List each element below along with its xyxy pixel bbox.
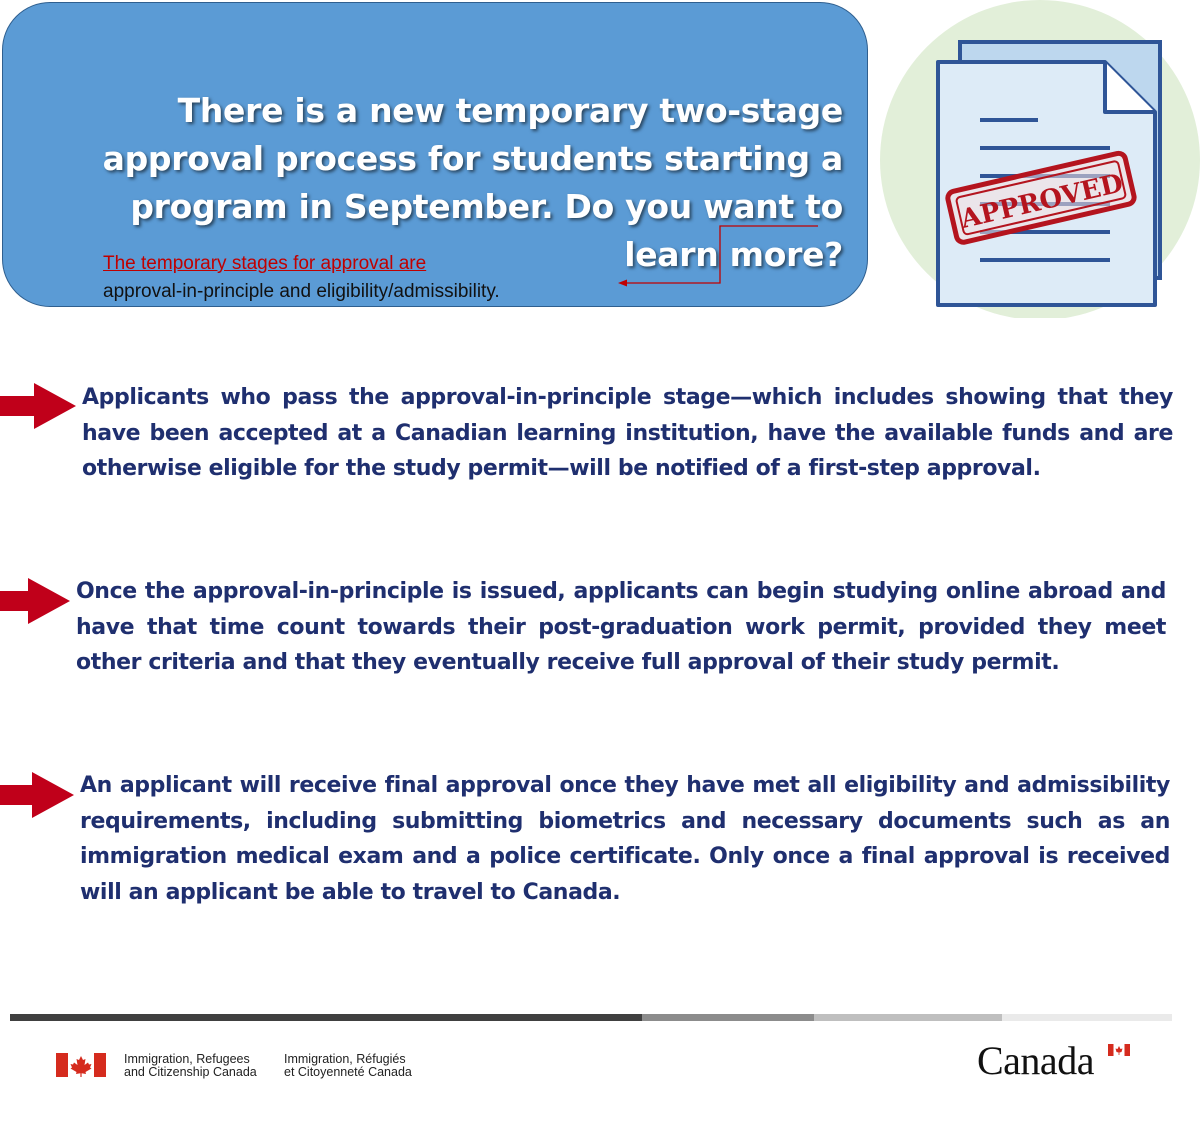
canada-flag-icon [56,1053,106,1077]
footer-divider [10,1014,1172,1021]
bullet-text-3: An applicant will receive final approval once they have met all eligibility and admissibility requirements, including submitting biometrics and necessary documents such as an immigration medical exam and a police certificate. Only once a final approval is received will an applicant be able to travel to Canada. [80,773,1170,905]
bullet-text-2: Once the approval-in-principle is issued, applicants can begin studying online abroad and have that time count towards their post-graduation work permit, provided they meet other criteria and that they eventually receive full approval of their study permit. [76,579,1166,675]
bullet-text-1: Applicants who pass the approval-in-principle stage—which includes showing that they have been accepted at a Canadian learning institution, have the available funds and are otherwise eligible for the study permit—will be notified of a first-step approval. [82,385,1173,481]
stages-text: approval-in-principle and eligibility/admissibility. [103,281,500,302]
wordmark-flag-icon [1108,1044,1130,1056]
red-arrow-icon [0,383,80,429]
page-title: There is a new temporary two-stage approval process for students starting a program in September. Do you want to learn more? [102,91,843,274]
connector-arrow-icon [610,220,825,295]
approved-document-icon [880,0,1200,318]
stamp-text: APPROVED [957,168,1126,235]
canada-wordmark: Canada [977,1038,1094,1083]
red-arrow-icon [0,772,80,818]
red-arrow-icon [0,578,80,624]
department-name-fr: Immigration, Réfugiés et Citoyenneté Canada [284,1052,412,1079]
department-name-en: Immigration, Refugees and Citizenship Canada [124,1052,257,1079]
stages-link[interactable]: The temporary stages for approval are [103,253,427,274]
